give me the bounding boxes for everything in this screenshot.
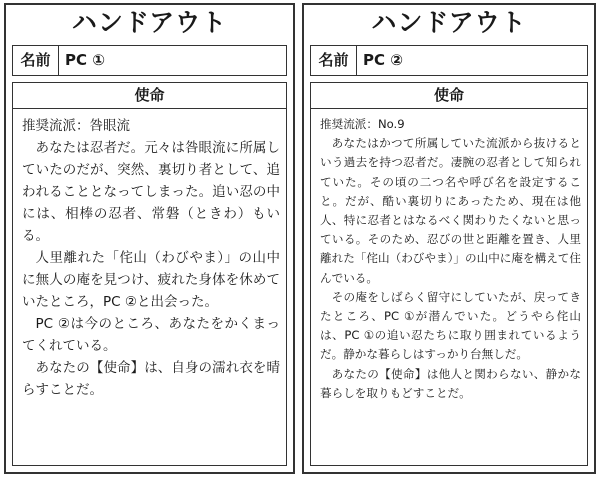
name-label: 名前 bbox=[13, 46, 59, 75]
mission-paragraph: その庵をしばらく留守にしていたが、戻ってきたところ、PC ①が潜んでいた。どうやら侘山は、PC ①の追い忍たちに取り囲まれているようだ。静かな暮らしはすっかり台無しだ。 bbox=[320, 289, 581, 362]
name-value: PC ① bbox=[65, 51, 105, 69]
mission-paragraph: 人里離れた「侘山（わびやま）」の山中に無人の庵を見つけ、疲れた身体を休めていたところ，PC ②と出会った。 bbox=[22, 250, 280, 310]
mission-paragraph: あなたの【使命】は他人と関わらない、静かな暮らしを取りもどすことだ。 bbox=[320, 366, 581, 400]
mission-body bbox=[311, 109, 587, 403]
handout-card-pc1 bbox=[4, 3, 295, 474]
recommended-school: 推奨流派：咎眼流 bbox=[22, 118, 130, 134]
recommended-school: 推奨流派：No.9 bbox=[320, 117, 405, 131]
mission-box bbox=[310, 82, 588, 466]
mission-paragraph: PC ②は今のところ、あなたをかくまってくれている。 bbox=[22, 316, 280, 354]
name-label: 名前 bbox=[311, 46, 357, 75]
name-row bbox=[310, 45, 588, 76]
mission-box bbox=[12, 82, 287, 466]
name-row bbox=[12, 45, 287, 76]
name-value: PC ② bbox=[363, 51, 403, 69]
handout-title: ハンドアウト bbox=[71, 8, 228, 37]
mission-paragraph: あなたの【使命】は、自身の濡れ衣を晴らすことだ。 bbox=[22, 360, 280, 398]
mission-header: 使命 bbox=[311, 83, 587, 109]
mission-paragraph: あなたはかつて所属していた流派から抜けるという過去を持つ忍者だ。凄腕の忍者として知られていた。その頃の二つ名や呼び名を設定すること。だが、酷い裏切りにあったため、現在は他人、特に忍者とはなるべく関わりたくないと思っている。そのため、忍びの世と距離を置き、人里離れた「侘山（わびやま）」の山中に庵を構えて住んでいる。 bbox=[320, 136, 581, 285]
mission-paragraph: あなたは忍者だ。元々は咎眼流に所属していたのだが、突然、裏切り者として、追われることとなってしまった。追い忍の中には、相棒の忍者、常磐（ときわ）もいる。 bbox=[22, 140, 280, 244]
mission-body bbox=[13, 109, 286, 401]
handout-title: ハンドアウト bbox=[371, 8, 527, 37]
handout-card-pc2 bbox=[302, 3, 596, 474]
mission-header: 使命 bbox=[13, 83, 286, 109]
